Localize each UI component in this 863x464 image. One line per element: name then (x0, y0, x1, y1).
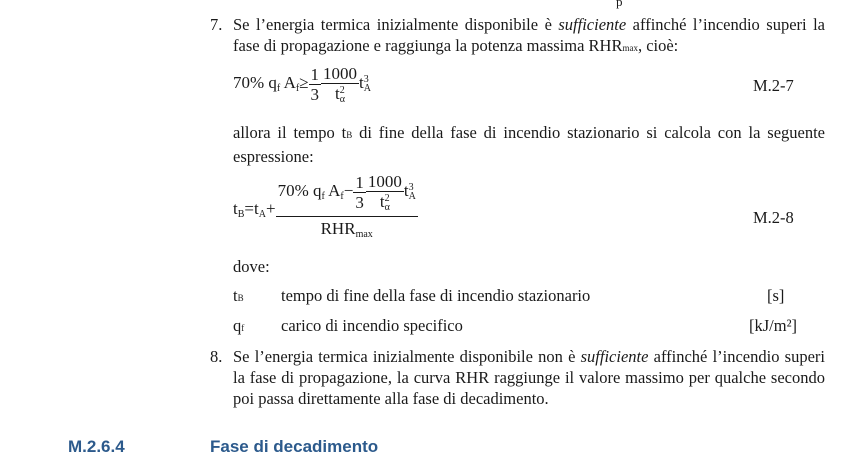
equation-m2-8: $t_B=t_A+$ 70% $q_f$ $A_f-$ $\frac{1}{3}$ 1000 t 2 α t 3 A $RHR_{max}$ (233, 172, 416, 241)
item-8-text: Se l’energia termica inizialmente disponibile non è sufficiente affinché l’incendio superi la fase di propagazione, la curva RHR raggiunge il valore massimo per qualche secondo poi passa direttamente alla fase di decadimento. (233, 347, 825, 408)
cut-off-text-fragment: p (616, 0, 623, 9)
definition-unit: [kJ/m²] (749, 316, 798, 335)
equation-label-m2-7: M.2-7 (753, 76, 794, 95)
item-7-number: 7. (210, 15, 223, 34)
mid-paragraph: allora il tempo tB di fine della fase di incendio stazionario si calcola con la seguente espressione: (233, 123, 826, 166)
section-title: Fase di decadimento (210, 437, 379, 456)
definition-symbol: tB (233, 286, 244, 305)
definition-text: tempo di fine della fase di incendio stazionario (281, 286, 591, 305)
equation-m2-7: 70% $q_f$ $A_f\ge$ $\frac{1}{3}$ 1000 t 2 α t 3 A (233, 64, 372, 106)
section-number: M.2.6.4 (68, 437, 125, 456)
definition-unit: [s] (767, 286, 785, 305)
definition-text: carico di incendio specifico (281, 316, 463, 335)
item-7-text: Se l’energia termica inizialmente disponibile è sufficiente affinché l’incendio superi la fase di propagazione e raggiunga la potenza massima RHRmax, cioè: (233, 15, 825, 55)
definition-symbol: qf (233, 316, 245, 335)
equation-label-m2-8: M.2-8 (753, 208, 794, 227)
dove-label: dove: (233, 257, 270, 276)
item-8-number: 8. (210, 347, 223, 366)
